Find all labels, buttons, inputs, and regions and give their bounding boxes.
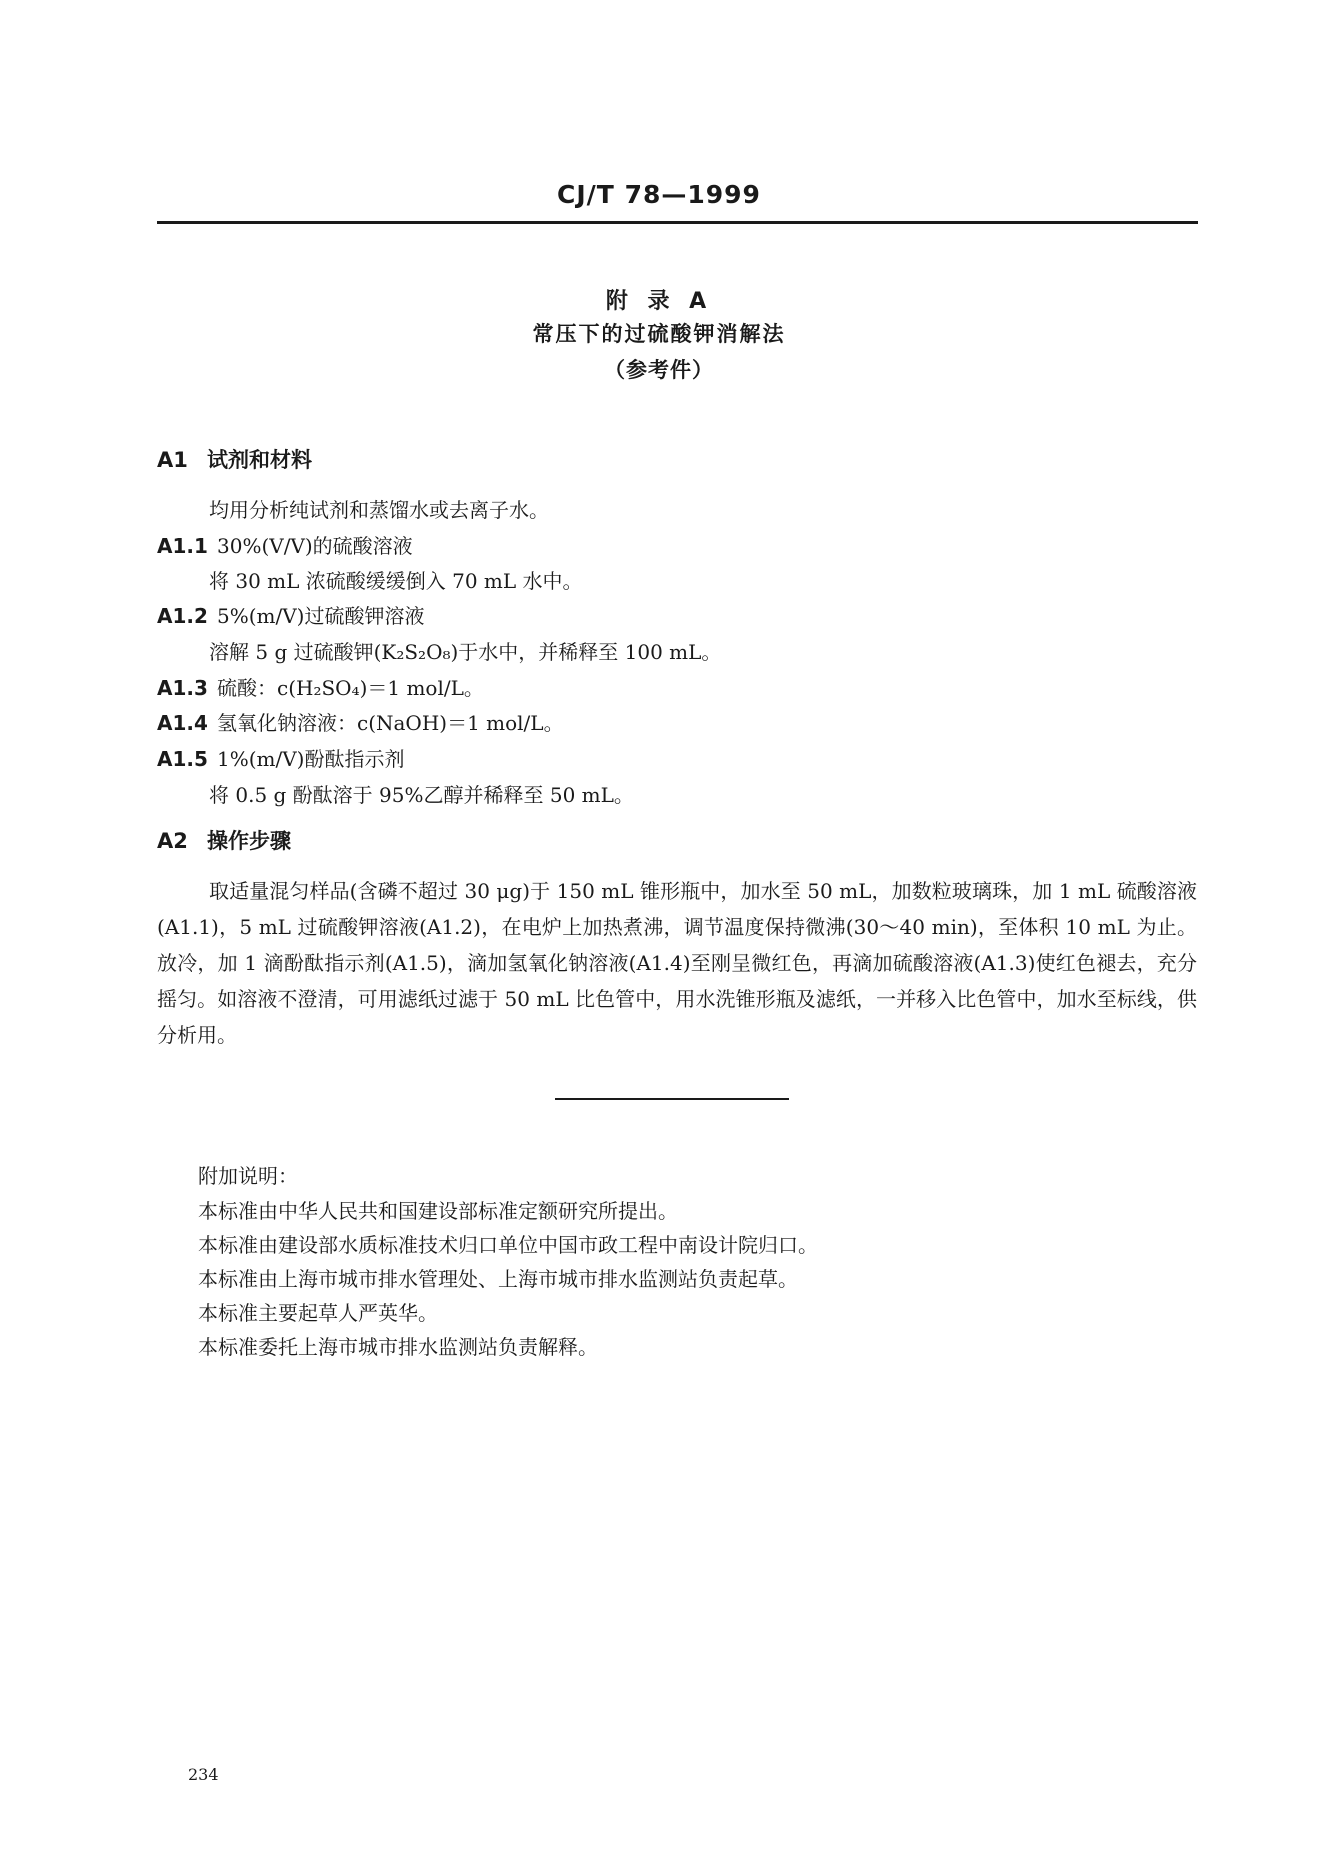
item-a1-2-detail: 溶解 5 g 过硫酸钾(K₂S₂O₈)于水中，并稀释至 100 mL。 <box>209 640 722 664</box>
item-text: 1%(m/V)酚酞指示剂 <box>217 747 405 771</box>
appendix-note: （参考件） <box>604 358 714 382</box>
section-number: A1 <box>157 448 188 472</box>
item-number: A1.1 <box>157 534 208 558</box>
divider-rule <box>555 1098 789 1100</box>
header-rule <box>157 221 1198 224</box>
item-a1-3 <box>157 672 484 701</box>
section-title: 试剂和材料 <box>207 448 312 472</box>
item-number: A1.5 <box>157 747 208 771</box>
item-text: 氢氧化钠溶液：c(NaOH)＝1 mol/L。 <box>217 711 564 735</box>
section-a1-heading <box>157 444 312 474</box>
appendix-label: 附 录 A <box>605 289 713 314</box>
standard-code-header: CJ/T 78—1999 <box>557 180 761 209</box>
item-a1-2 <box>157 600 424 629</box>
additional-note-line: 本标准由上海市城市排水管理处、上海市城市排水监测站负责起草。 <box>198 1267 798 1291</box>
item-a1-5-detail: 将 0.5 g 酚酞溶于 95%乙醇并稀释至 50 mL。 <box>209 783 634 807</box>
item-text: 30%(V/V)的硫酸溶液 <box>217 534 413 558</box>
section-title: 操作步骤 <box>207 829 291 853</box>
item-text: 硫酸：c(H₂SO₄)＝1 mol/L。 <box>217 676 484 700</box>
item-number: A1.3 <box>157 676 208 700</box>
section-a1-intro: 均用分析纯试剂和蒸馏水或去离子水。 <box>209 498 549 522</box>
page-number: 234 <box>188 1765 219 1784</box>
section-a2-paragraph: 取适量混匀样品(含磷不超过 30 μg)于 150 mL 锥形瓶中，加水至 50 mL，加数粒玻璃珠，加 1 mL 硫酸溶液(A1.1)，5 mL 过硫酸钾溶液(A1.2)，在电炉上加热煮沸，调节温度保持微沸(30～40 min)，至体积 10 mL 为止。放冷，加 1 滴酚酞指示剂(A1.5)，滴加氢氧化钠溶液(A1.4)至刚呈微红色，再滴加硫酸溶液(A1.3)使红色褪去，充分摇匀。如溶液不澄清，可用滤纸过滤于 50 mL 比色管中，用水洗锥形瓶及滤纸，一并移入比色管中，加水至标线，供分析用。 <box>157 879 1197 1047</box>
appendix-title: 常压下的过硫酸钾消解法 <box>532 322 786 346</box>
additional-note-line: 本标准委托上海市城市排水监测站负责解释。 <box>198 1335 598 1359</box>
section-number: A2 <box>157 829 188 853</box>
item-a1-1 <box>157 530 413 559</box>
additional-note-line: 本标准由建设部水质标准技术归口单位中国市政工程中南设计院归口。 <box>198 1233 818 1257</box>
item-a1-4 <box>157 707 564 736</box>
item-a1-5 <box>157 743 404 772</box>
additional-note-line: 本标准主要起草人严英华。 <box>198 1301 438 1325</box>
item-number: A1.2 <box>157 604 208 628</box>
item-a1-1-detail: 将 30 mL 浓硫酸缓缓倒入 70 mL 水中。 <box>209 569 583 593</box>
section-a2-heading <box>157 825 291 855</box>
additional-note-line: 本标准由中华人民共和国建设部标准定额研究所提出。 <box>198 1199 678 1223</box>
item-number: A1.4 <box>157 711 208 735</box>
item-text: 5%(m/V)过硫酸钾溶液 <box>217 604 425 628</box>
additional-notes-title: 附加说明： <box>198 1164 298 1188</box>
